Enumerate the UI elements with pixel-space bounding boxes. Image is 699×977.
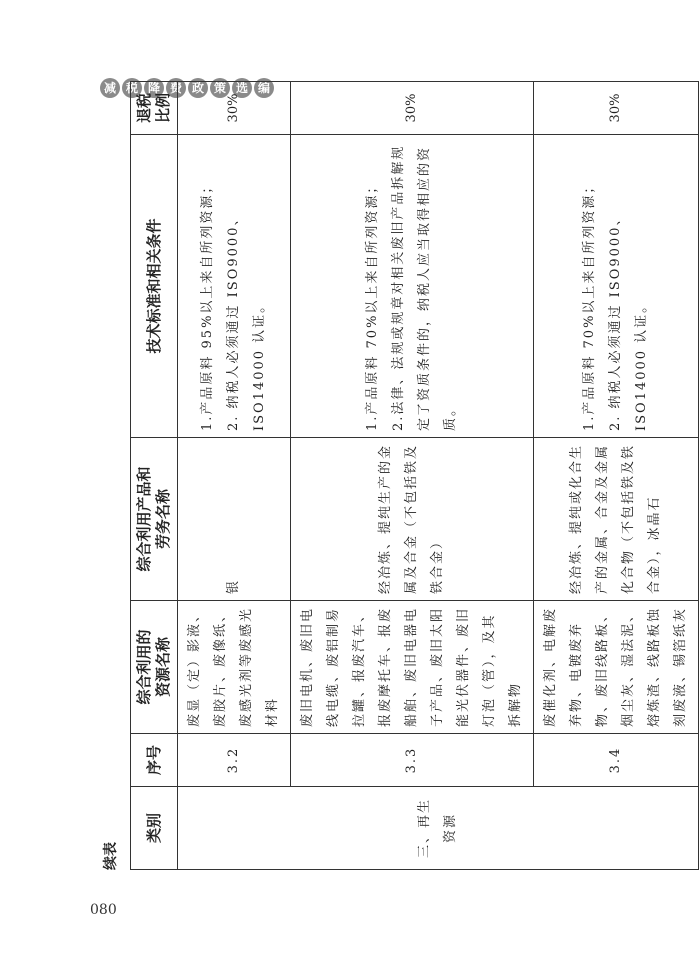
table-row bbox=[178, 82, 291, 870]
ratio-cell: 30% bbox=[178, 82, 291, 135]
tech-cell: 1.产品原料 70%以上来自所列资源； 2. 纳税人必须通过 ISO9000、ISO14000 认证。 bbox=[534, 135, 699, 438]
header-char: 降 bbox=[144, 78, 164, 98]
header-tech: 技术标准和相关条件 bbox=[131, 135, 178, 438]
product-cell: 经冶炼、提纯生产的金属及合金（不包括铁及铁合金） bbox=[291, 438, 534, 601]
header-product: 综合利用产品和 劳务名称 bbox=[131, 438, 178, 601]
resource-cell: 废催化剂、电解废弃物、电镀废弃物、废旧线路板、烟尘灰、湿法泥、熔炼渣、线路板蚀刻废液、锡箔纸灰 bbox=[534, 601, 699, 734]
product-cell: 经冶炼、提纯或化合生产的金属、合金及金属化合物（不包括铁及铁合金），冰晶石 bbox=[534, 438, 699, 601]
tech-cell: 1.产品原料 70%以上来自所列资源； 2.法律、法规或规章对相关废旧产品拆解规定了资质条件的，纳税人应当取得相应的资质。 bbox=[291, 135, 534, 438]
table-header-row bbox=[131, 82, 178, 870]
product-cell: 银 bbox=[178, 438, 291, 601]
page-number: 080 bbox=[90, 902, 117, 918]
continued-label: 续表 bbox=[103, 842, 119, 870]
resource-cell: 废旧电机、废旧电线电缆、废铝制易拉罐、报废汽车、报废摩托车、报废船舶、废旧电器电子产品、废旧太阳能光伏器件、废旧灯泡（管），及其拆解物 bbox=[291, 601, 534, 734]
category-cell: 三、再生资源 bbox=[178, 787, 699, 870]
header-char: 税 bbox=[122, 78, 142, 98]
row-number: 3.3 bbox=[291, 734, 534, 787]
header-char: 费 bbox=[166, 78, 186, 98]
header-char: 编 bbox=[254, 78, 274, 98]
header-char: 选 bbox=[232, 78, 252, 98]
rotated-table-wrapper bbox=[130, 93, 688, 870]
header-char: 政 bbox=[188, 78, 208, 98]
table-row bbox=[534, 82, 699, 870]
header-category: 类别 bbox=[131, 787, 178, 870]
row-number: 3.2 bbox=[178, 734, 291, 787]
tech-cell: 1.产品原料 95%以上来自所列资源； 2. 纳税人必须通过 ISO9000、ISO14000 认证。 bbox=[178, 135, 291, 438]
ratio-cell: 30% bbox=[534, 82, 699, 135]
header-resource: 综合利用的 资源名称 bbox=[131, 601, 178, 734]
table-row bbox=[291, 82, 534, 870]
header-ratio: 退税 比例 bbox=[131, 82, 178, 135]
resource-cell: 废显（定）影液、废胶片、废像纸、废感光剂等废感光材料 bbox=[178, 601, 291, 734]
row-number: 3.4 bbox=[534, 734, 699, 787]
header-number: 序号 bbox=[131, 734, 178, 787]
tax-refund-table bbox=[130, 81, 699, 870]
ratio-cell: 30% bbox=[291, 82, 534, 135]
header-char: 策 bbox=[210, 78, 230, 98]
header-char: 减 bbox=[100, 78, 120, 98]
